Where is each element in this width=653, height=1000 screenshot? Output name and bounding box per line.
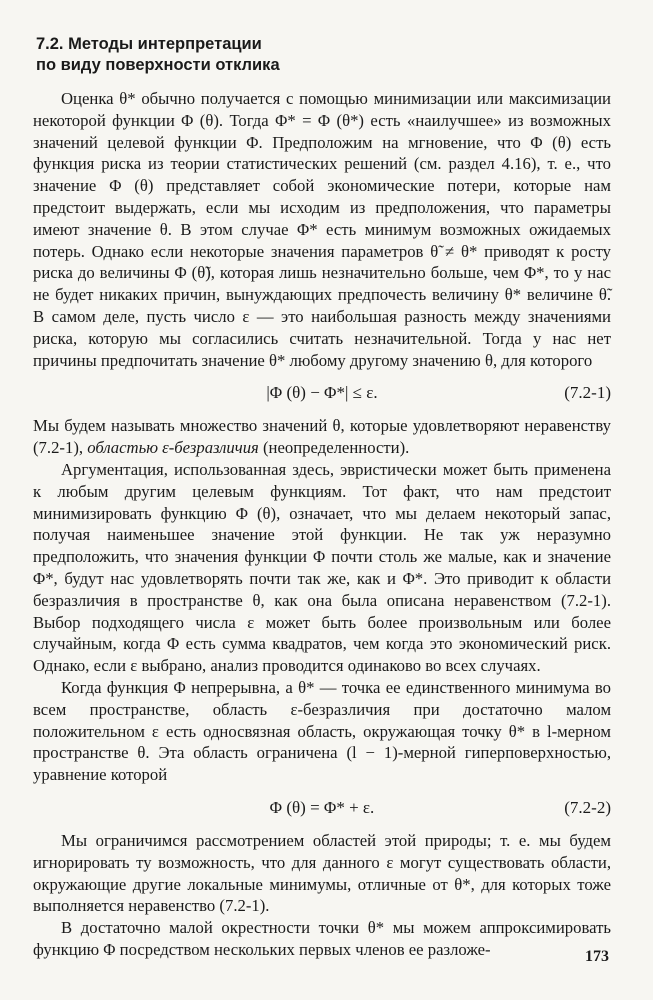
paragraph-2 [33, 415, 611, 459]
equation-7-2-2 [33, 786, 611, 830]
equation-7-2-1 [33, 371, 611, 415]
paragraph-2-text: Мы будем называть множество значений θ, которые удовлетворяют неравенству (7.2-1), [33, 416, 611, 458]
paragraph-6: В достаточно малой окрестности точки θ* мы можем аппроксимировать функцию Φ посредством нескольких первых членов ее разложе- [33, 918, 611, 959]
paragraph-5: Мы ограничимся рассмотрением областей этой природы; т. е. мы будем игнорировать ту возможность, что для данного ε могут существовать области, окружающие другие локальные минимумы, отличные от θ*, для которых тоже выполняется неравенство (7.2-1). [33, 830, 611, 916]
equation-number: (7.2-1) [564, 383, 611, 403]
body-text [33, 88, 611, 961]
section-heading-line-1: 7.2. Методы интерпретации [36, 35, 262, 53]
paragraph-1: Оценка θ* обычно получается с помощью минимизации или максимизации некоторой функции Φ (θ). Тогда Φ* = Φ (θ*) есть «наилучшее» из возможных значений целевой функции Φ. Предположим на мгновение, что Φ (θ) есть функция риска из теории статистических решений (см. раздел 4.16), т. е., что значение Φ (θ) представляет собой экономические потери, которые нам предстоит выдержать, если мы исходим из предположения, что параметры имеют значение θ. В этом случае Φ* есть минимум возможных ожидаемых потерь. Однако если некоторые значения параметров θ̃ ≠ θ* приводят к росту риска до величины Φ (θ̃), которая лишь незначительно больше, чем Φ*, то у нас не будет никаких причин, вынуждающих предпочесть величину θ* величине θ̃. В самом деле, пусть число ε — это наибольшая разность между значениями риска, которую мы согласились считать незначительной. Тогда у нас нет причины предпочитать значение θ* любому другому значению θ, для которого [33, 89, 611, 370]
section-heading [36, 34, 280, 76]
paragraph-4: Когда функция Φ непрерывна, а θ* — точка ее единственного минимума во всем пространстве, область ε-безразличия при достаточно малом положительном ε есть односвязная область, окружающая точку θ* в l-мерном пространстве θ. Эта область ограничена (l − 1)-мерной гиперповерхностью, уравнение которой [33, 677, 611, 785]
paragraph-2-tail: (неопределенности). [258, 438, 410, 458]
section-heading-line-2: по виду поверхности отклика [36, 56, 280, 74]
equation-number: (7.2-2) [564, 797, 611, 817]
term-italic: областью ε-безразличия [87, 438, 259, 458]
page-number: 173 [585, 948, 609, 965]
equation-formula: Φ (θ) = Φ* + ε. [269, 797, 375, 817]
equation-formula: |Φ (θ) − Φ*| ≤ ε. [266, 383, 378, 403]
paragraph-3: Аргументация, использованная здесь, эвристически может быть применена к любым другим целевым функциям. Тот факт, что нам предстоит минимизировать функцию Φ (θ), означает, что мы делаем некоторый запас, получая наименьшее значение этой функции. Не так уж неразумно предположить, что значения функции Φ почти столь же малые, как и значение Φ*, будут нас удовлетворять почти так же, как и Φ*. Это приводит к области безразличия в пространстве θ, как она была описана неравенством (7.2-1). Выбор подходящего числа ε может быть более произвольным или более случайным, когда Φ есть сумма квадратов, чем когда это экономический риск. Однако, если ε выбрано, анализ проводится одинаково во всех случаях. [33, 459, 611, 676]
